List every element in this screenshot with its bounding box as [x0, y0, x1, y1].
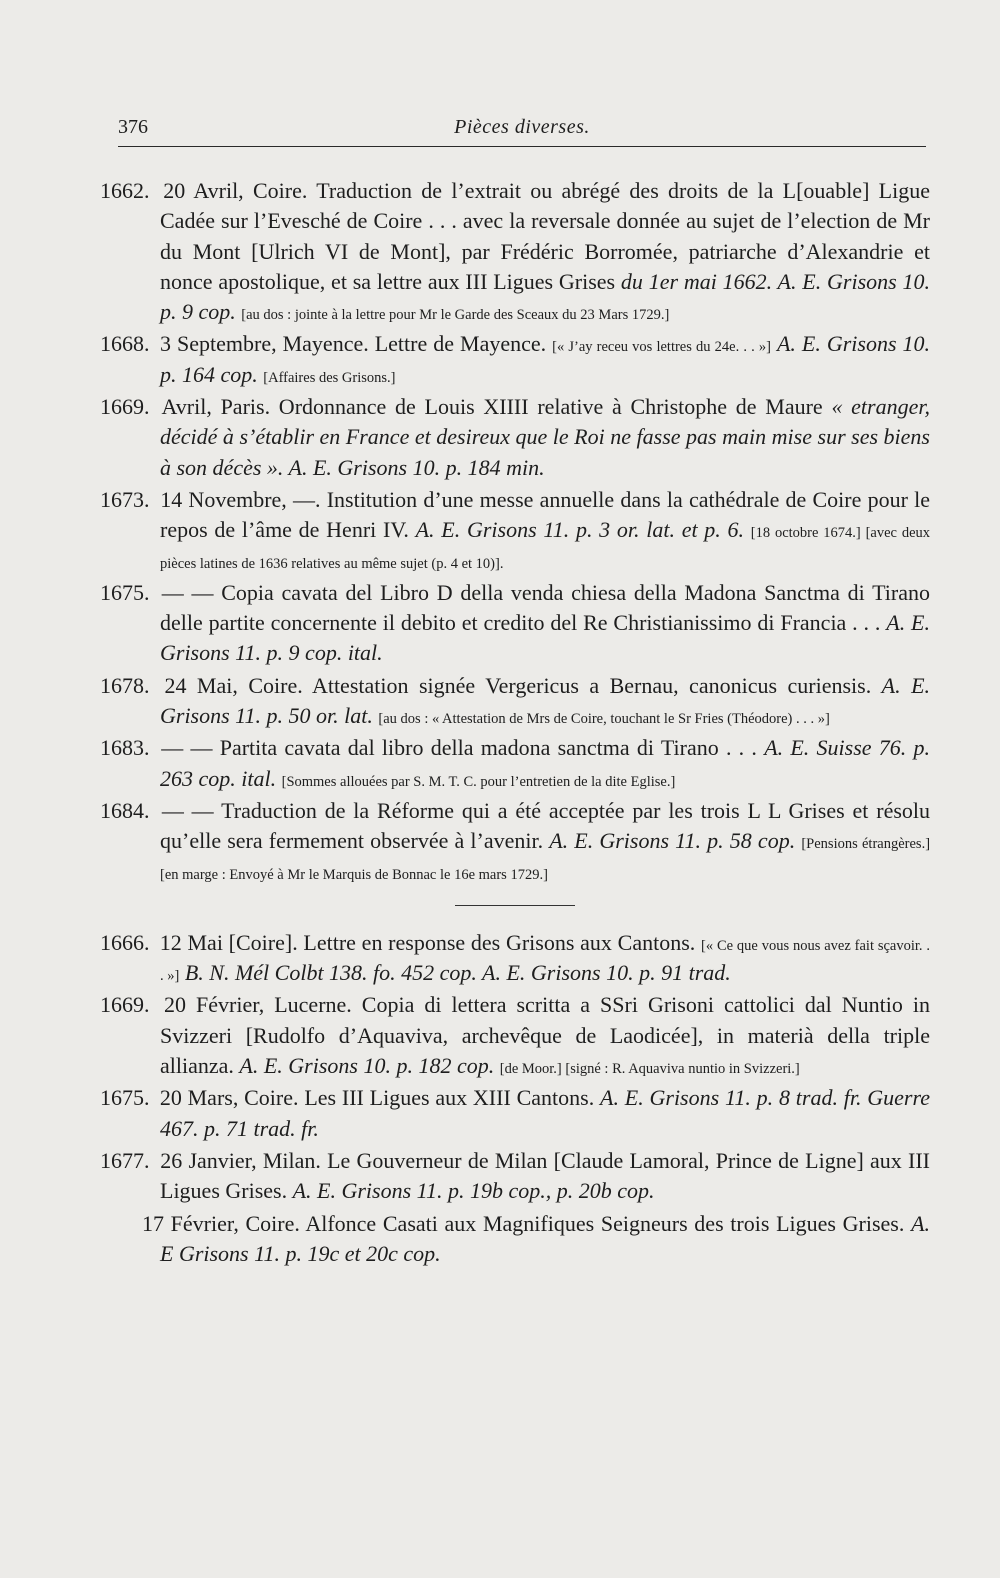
entry-reference: A. E. Grisons 11. p. 58 cop. — [549, 828, 796, 854]
section-divider — [455, 905, 575, 906]
entry-note: [au dos : « Attestation de Mrs de Coire, touchant le Sr Fries (Théodore) . . . »] — [378, 711, 830, 728]
entry-note: [« Ce que vous nous avez fait sçavoir. . . »] — [160, 937, 931, 985]
entry-text: 20 Mars, Coire. Les III Ligues aux XIII Cantons. — [159, 1085, 595, 1111]
entry-year: 1675. — [100, 1085, 150, 1111]
entry-1677 — [100, 1146, 930, 1207]
entry-year: 1669. — [100, 992, 150, 1018]
entry-text: — — Copia cavata del Libro D della venda chiesa della Madona Sanctma di Tirano delle partite concernente il debito et credito del Re Christianissimo di Francia . . . — [160, 579, 931, 636]
entry-text: 17 Février, Coire. Alfonce Casati aux Magnifiques Seigneurs des trois Ligues Grises. — [142, 1210, 905, 1236]
entry-note: [Sommes allouées par S. M. T. C. pour l’entretien de la dite Eglise.] — [281, 773, 676, 790]
entry-year: 1668. — [100, 331, 150, 357]
entry-text: Avril, Paris. Ordonnance de Louis XIIII relative à Christophe de Maure — [161, 394, 823, 420]
entry-reference: A. E. Grisons 10. p. 182 cop. — [239, 1053, 495, 1079]
entry-reference: A. E. Grisons 11. p. 19b cop., p. 20b cop. — [292, 1178, 655, 1204]
entry-year: 1666. — [100, 929, 150, 955]
entry-note: [« J’ay receu vos lettres du 24e. . . »] — [552, 339, 771, 356]
entry-text: 20 Avril, Coire. Traduction de l’extrait ou abrégé des droits de la L[ouable] Ligue Cadée sur l’Evesché de Coire . . . avec la reversale donnée au sujet de l’election de Mr du Mont [Ulrich VI de Mont], par Frédéric Borromée, patriarche d’Alexandrie et nonce apostolique, et sa lettre aux III Ligues Grises — [160, 178, 931, 294]
page-number: 376 — [118, 116, 148, 138]
entry-note: [au dos : jointe à la lettre pour Mr le Garde des Sceaux du 23 Mars 1729.] — [241, 307, 670, 324]
entry-1669 — [100, 392, 930, 483]
entry-year: 1675. — [100, 579, 150, 605]
entry-reference: A. E. Grisons 10. p. 164 cop. — [160, 331, 931, 387]
entry-year: 1684. — [100, 797, 150, 823]
entry-text: 12 Mai [Coire]. Lettre en response des Grisons aux Cantons. — [159, 929, 696, 955]
entry-1662 — [100, 176, 930, 327]
entry-note: [Affaires des Grisons.] — [263, 369, 396, 386]
entry-1683 — [100, 733, 930, 794]
entry-year: 1662. — [100, 178, 150, 203]
running-title: Pièces diverses. — [454, 116, 590, 138]
entry-note: [de Moor.] [signé : R. Aquaviva nuntio in Svizzeri.] — [499, 1061, 800, 1078]
entry-reference: « etranger, décidé à s’établir en France et desireux que le Roi ne fasse pas main mise sur ses biens à son décès ». A. E. Grisons 10. p. 184 min. — [160, 394, 930, 480]
entry-year: 1677. — [100, 1147, 150, 1173]
entry-year: 1669. — [100, 394, 150, 420]
entry-text: — — Partita cavata dal libro della madona sanctma di Tirano . . . — [161, 735, 757, 761]
entry-1675 — [100, 578, 930, 669]
entry-year: 1673. — [100, 486, 150, 512]
entry-1684 — [100, 796, 930, 887]
entry-1673 — [100, 485, 930, 576]
entry-reference: B. N. Mél Colbt 138. fo. 452 cop. A. E. Grisons 10. p. 91 trad. — [184, 960, 731, 986]
entry-text: 14 Novembre, —. Institution d’une messe annuelle dans la cathédrale de Coire pour le repos de l’âme de Henri IV. — [160, 486, 931, 543]
entry-note: [Pensions étrangères.] [en marge : Envoyé à Mr le Marquis de Bonnac le 16e mars 1729.] — [160, 836, 931, 883]
entry-year: 1683. — [100, 735, 150, 761]
entry-year: 1678. — [100, 672, 150, 698]
entry-note: [18 octobre 1674.] [avec deux pièces latines de 1636 relatives au même sujet (p. 4 et 10)]. — [160, 525, 931, 572]
entry-text: 3 Septembre, Mayence. Lettre de Mayence. — [160, 331, 547, 357]
entry-text: 20 Février, Lucerne. Copia di lettera scritta a SSri Grisoni cattolici dal Nuntio in Svizzeri [Rudolfo d’Aquaviva, archevêque de Laodicée], in materià della triple allianza. — [160, 992, 931, 1079]
page-body — [100, 176, 930, 1271]
entry-reference: A. E. Grisons 11. p. 9 cop. ital. — [160, 610, 930, 666]
entry-1677-february — [100, 1209, 930, 1270]
entry-1675b — [100, 1083, 930, 1144]
entry-reference: A. E Grisons 11. p. 19c et 20c cop. — [160, 1210, 931, 1266]
entry-reference: du 1er mai 1662. A. E. Grisons 10. p. 9 cop. — [160, 268, 931, 325]
entry-1666 — [100, 928, 930, 989]
entry-text: 26 Janvier, Milan. Le Gouverneur de Milan [Claude Lamoral, Prince de Ligne] aux III Ligues Grises. — [160, 1147, 930, 1204]
entry-1678 — [100, 671, 930, 732]
entry-1669b — [100, 990, 930, 1081]
entry-reference: A. E. Grisons 11. p. 3 or. lat. et p. 6. — [415, 517, 745, 543]
entry-reference: A. E. Suisse 76. p. 263 cop. ital. — [160, 735, 931, 791]
page-header — [118, 116, 926, 147]
entry-reference: A. E. Grisons 11. p. 50 or. lat. — [160, 672, 931, 729]
entry-text: 24 Mai, Coire. Attestation signée Vergericus a Bernau, canonicus curiensis. — [164, 672, 872, 698]
entry-text: — — Traduction de la Réforme qui a été acceptée par les trois L L Grises et résolu qu’elle sera fermement observée à l’avenir. — [160, 797, 931, 854]
entry-reference: A. E. Grisons 11. p. 8 trad. fr. Guerre 467. p. 71 trad. fr. — [160, 1085, 931, 1141]
entry-1668 — [100, 329, 930, 390]
